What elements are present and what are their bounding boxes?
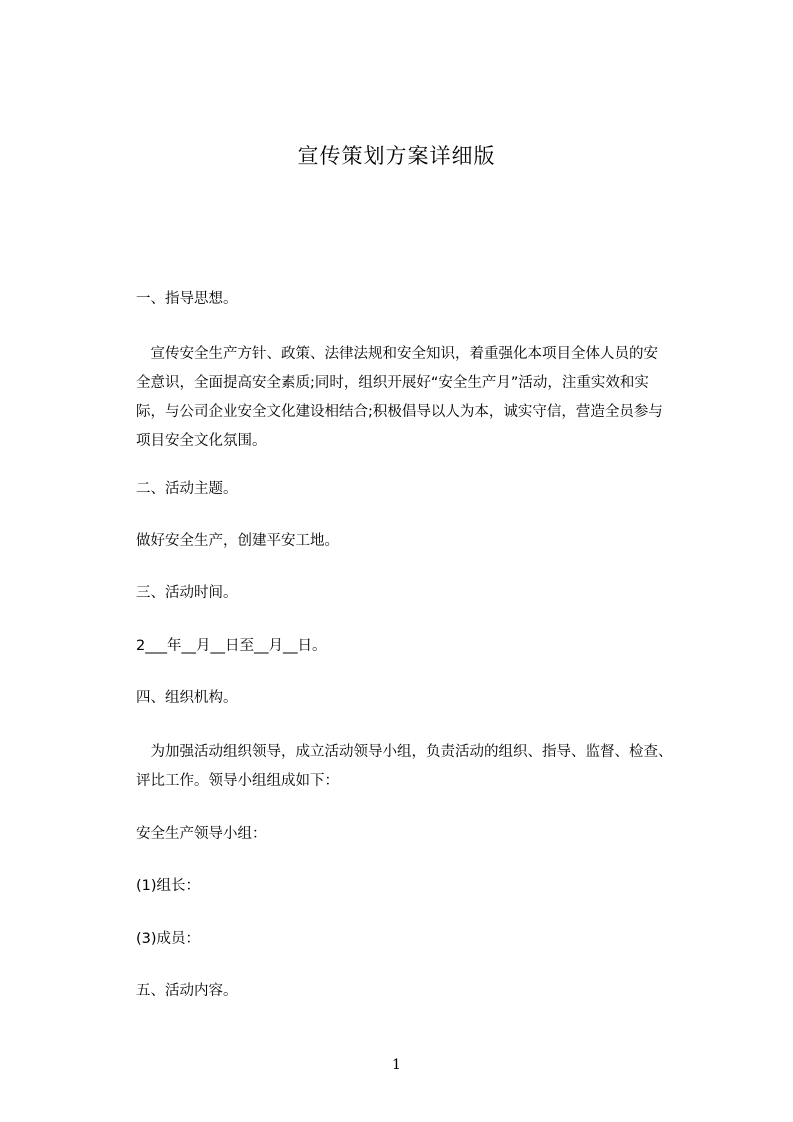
theme-text: 做好安全生产，创建平安工地。 [136, 533, 339, 549]
section-heading-organization: 四、组织机构。 [136, 690, 238, 706]
section-heading-time: 三、活动时间。 [136, 585, 238, 601]
members-label: (3)成员： [136, 931, 201, 947]
guiding-line: 项目安全文化氛围。 [136, 433, 267, 449]
guiding-line: 全意识，全面提高安全素质;同时，组织开展好“安全生产月”活动，注重实效和实 [136, 375, 649, 391]
time-text: 2___年__月__日至__月__日。 [136, 638, 327, 654]
organization-line: 评比工作。领导小组组成如下： [136, 773, 339, 789]
section-heading-content: 五、活动内容。 [136, 983, 238, 999]
guiding-line: 际，与公司企业安全文化建设相结合;积极倡导以人为本，诚实守信，营造全员参与 [136, 404, 663, 420]
guiding-line: 宣传安全生产方针、政策、法律法规和安全知识，着重强化本项目全体人员的安 [136, 346, 658, 362]
section-heading-guiding: 一、指导思想。 [136, 291, 238, 307]
guiding-paragraph [136, 340, 706, 456]
group-label: 安全生产领导小组： [136, 826, 267, 842]
organization-paragraph [136, 738, 706, 796]
document-title: 宣传策划方案详细版 [297, 144, 496, 168]
page-number: 1 [392, 1057, 401, 1073]
leader-label: (1)组长： [136, 878, 201, 894]
organization-line: 为加强活动组织领导，成立活动领导小组，负责活动的组织、指导、监督、检查、 [136, 744, 673, 760]
section-heading-theme: 二、活动主题。 [136, 481, 238, 497]
